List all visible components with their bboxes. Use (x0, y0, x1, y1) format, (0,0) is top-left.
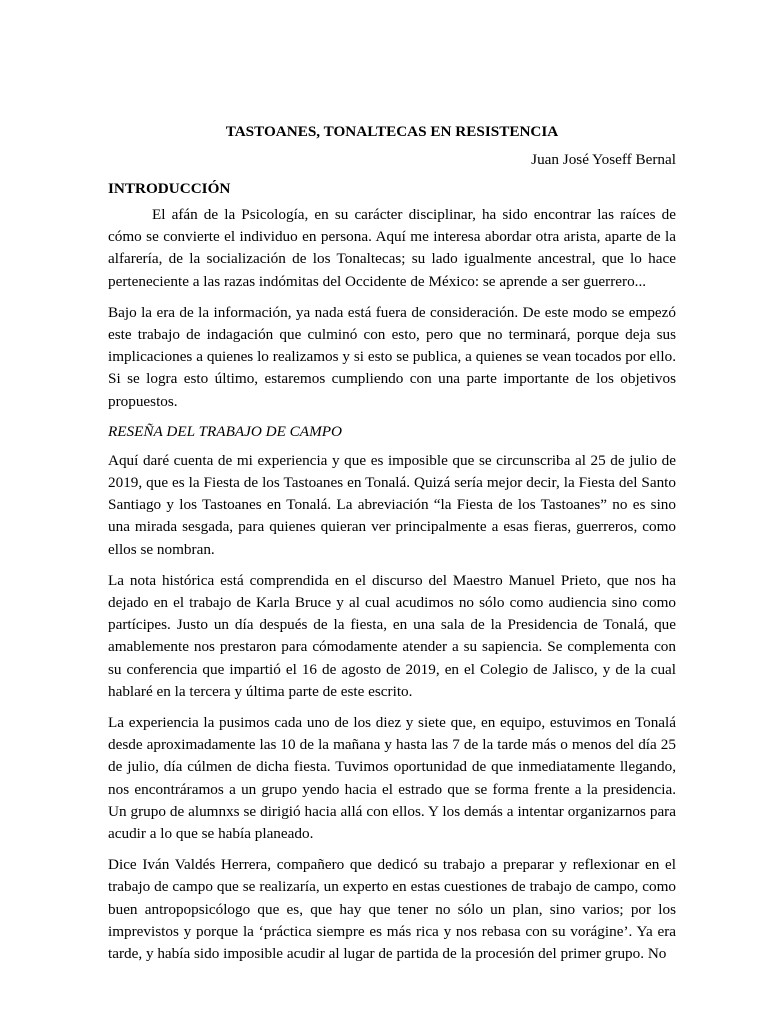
paragraph: Aquí daré cuenta de mi experiencia y que es imposible que se circunscriba al 25 de julio de 2019, que es la Fiesta de los Tastoanes en Tonalá. Quizá sería mejor decir, la Fiesta del Santo Santiago y los Tastoanes en Tonalá. La abreviación “la Fiesta de los Tastoanes” no es sino una mirada sesgada, para quienes quieran ver principalmente a esas fieras, guerreros, como ellos se nombran. (108, 451, 676, 558)
paragraph: Bajo la era de la información, ya nada está fuera de consideración. De este modo se empezó este trabajo de indagación que culminó con esto, pero que no terminará, porque deja sus implicaciones a quienes lo realizamos y si esto se publica, a quienes se vean tocados por ello. Si se logra esto último, estaremos cumpliendo con una parte importante de los objetivos propuestos. (108, 303, 676, 410)
intro-heading: INTRODUCCIÓN (108, 180, 231, 197)
document-title: TASTOANES, TONALTECAS EN RESISTENCIA (225, 123, 559, 140)
section-heading: RESEÑA DEL TRABAJO DE CAMPO (108, 422, 342, 440)
paragraph: La nota histórica está comprendida en el discurso del Maestro Manuel Prieto, que nos ha dejado en el trabajo de Karla Bruce y al cual acudimos no sólo como audiencia sino como partícipes. Justo un día después de la fiesta, en una sala de la Presidencia de Tonalá, que amablemente nos prestaron para cómodamente atender a su sapiencia. Se complementa con su conferencia que impartió el 16 de agosto de 2019, en el Colegio de Jalisco, y de la cual hablaré en la tercera y última parte de este escrito. (108, 571, 676, 700)
paragraph: La experiencia la pusimos cada uno de los diez y siete que, en equipo, estuvimos en Tonalá desde aproximadamente las 10 de la mañana y hasta las 7 de la tarde más o menos del día 25 de julio, día cúlmen de dicha fiesta. Tuvimos oportunidad de que inmediatamente llegando, nos encontráramos a un grupo yendo hacia el estrado que se forma frente a la presidencia. Un grupo de alumnxs se dirigió hacia allá con ellos. Y los demás a intentar organizarnos para acudir a lo que se había planeado. (108, 714, 676, 843)
paragraph: Dice Iván Valdés Herrera, compañero que dedicó su trabajo a preparar y reflexionar en el trabajo de campo que se realizaría, un experto en estas cuestiones de trabajo de campo, como buen antropopsicólogo que es, que hay que tener no sólo un plan, sino varios; por los imprevistos y porque la ‘práctica siempre es más rica y nos rebasa con su vorágine’. Ya era tarde, y había sido imposible acudir al lugar de partida de la procesión del primer grupo. No (108, 856, 676, 963)
paragraph: El afán de la Psicología, en su carácter disciplinar, ha sido encontrar las raíces de cómo se convierte el individuo en persona. Aquí me interesa abordar otra arista, aparte de la alfarería, de la socialización de los Tonaltecas; su lado igualmente ancestral, que lo hace perteneciente a las razas indómitas del Occidente de México: se aprende a ser guerrero... (108, 206, 676, 290)
document-body (108, 122, 676, 974)
document-author: Juan José Yoseff Bernal (531, 151, 676, 168)
